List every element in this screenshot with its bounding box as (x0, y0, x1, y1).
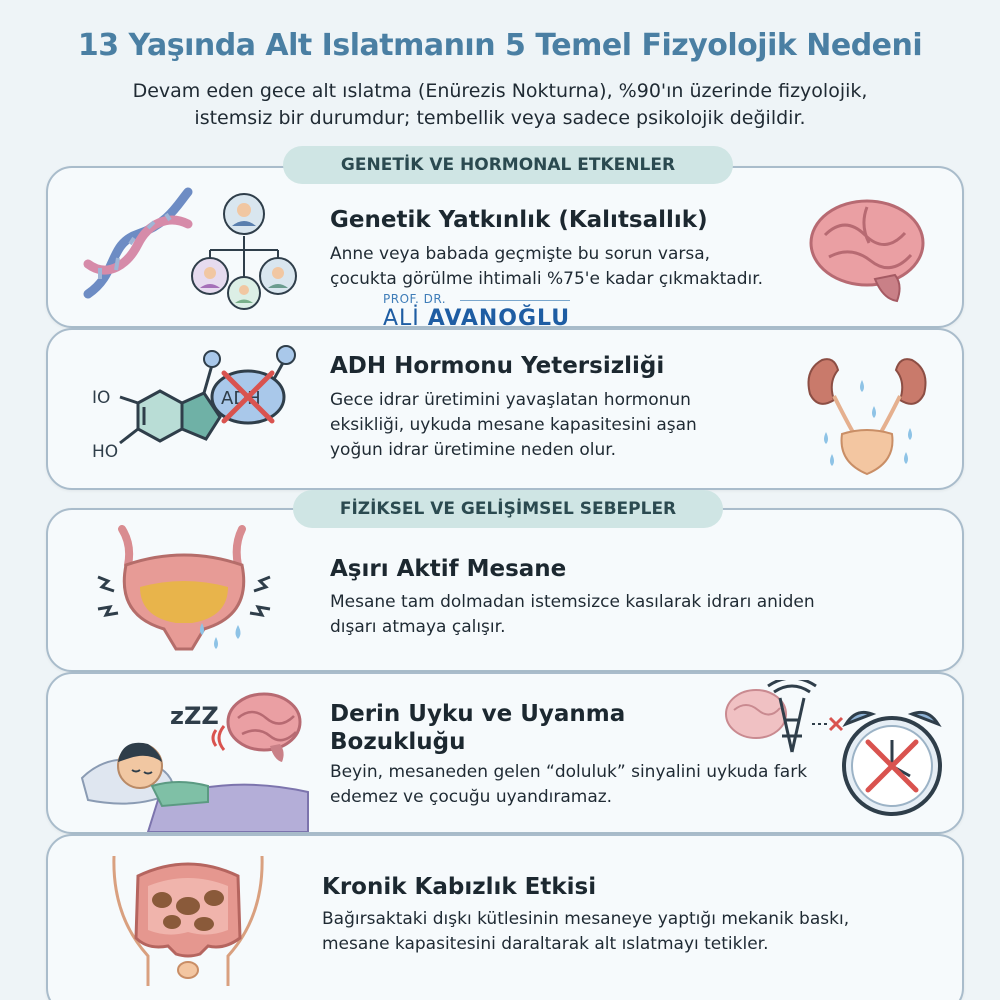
family-tree-icon (188, 190, 300, 315)
card-constipation-line-2: mesane kapasitesini daraltarak alt ıslatmayı tetikler. (322, 934, 769, 954)
brand-divider (460, 300, 570, 301)
card-deep-sleep-title (330, 700, 625, 756)
molecule-label-adh: ADH (221, 388, 261, 409)
card-genetic-text (330, 242, 763, 292)
card-adh-line-1: Gece idrar üretimini yavaşlatan hormonun (330, 390, 691, 410)
card-adh-line-3: yoğun idrar üretimine neden olur. (330, 440, 617, 460)
card-overactive-bladder-line-1: Mesane tam dolmadan istemsizce kasılarak idrarı aniden (330, 592, 815, 612)
brand-first-name: ALİ (383, 306, 420, 331)
page-title: 13 Yaşında Alt Islatmanın 5 Temel Fizyolojik Nedeni (77, 28, 923, 63)
card-deep-sleep-line-2: edemez ve çocuğu uyandıramaz. (330, 787, 613, 807)
card-adh-line-2: eksikliği, uykuda mesane kapasitesini aşan (330, 415, 697, 435)
molecule-icon (88, 345, 303, 475)
section-physical-developmental-label: FİZİKSEL VE GELİŞİMSEL SEBEPLER (293, 490, 723, 528)
brain-icon (805, 195, 935, 307)
alarm-clock-icon (722, 680, 947, 830)
kidneys-bladder-icon (802, 350, 932, 480)
brand-prefix: PROF. DR. (383, 292, 447, 306)
subtitle-line-2: istemsiz bir durumdur; tembellik veya sadece psikolojik değildir. (194, 107, 806, 129)
card-overactive-bladder-title: Aşırı Aktif Mesane (330, 556, 567, 582)
bladder-icon (92, 525, 277, 660)
molecule-label-o: IO (92, 388, 111, 408)
card-genetic-line-2: çocukta görülme ihtimali %75'e kadar çıkmaktadır. (330, 269, 764, 289)
page-subtitle (60, 78, 940, 132)
card-overactive-bladder-line-2: dışarı atmaya çalışır. (330, 617, 506, 637)
card-adh-title: ADH Hormonu Yetersizliği (330, 353, 665, 379)
intestine-icon (108, 846, 268, 986)
card-deep-sleep-title-line-1: Derin Uyku ve Uyanma (330, 701, 626, 727)
card-adh-text (330, 388, 697, 463)
card-deep-sleep-title-line-2: Bozukluğu (330, 729, 466, 755)
card-constipation-text (322, 907, 849, 957)
subtitle-line-1: Devam eden gece alt ıslatma (Enürezis Nokturna), %90'ın üzerinde fizyolojik, (132, 80, 868, 102)
card-overactive-bladder-text (330, 590, 815, 640)
card-deep-sleep-line-1: Beyin, mesaneden gelen “doluluk” sinyalini uykuda fark (330, 762, 808, 782)
molecule-label-h: HO (92, 442, 119, 462)
card-constipation-line-1: Bağırsaktaki dışkı kütlesinin mesaneye yaptığı mekanik baskı, (322, 909, 850, 929)
brand-last-name: AVANOĞLU (427, 306, 571, 331)
dna-icon (78, 184, 198, 304)
zzz-text: zZZ (170, 702, 219, 730)
brain-signal-icon (208, 690, 303, 770)
card-genetic-line-1: Anne veya babada geçmişte bu sorun varsa, (330, 244, 711, 264)
card-constipation-title: Kronik Kabızlık Etkisi (322, 874, 597, 900)
brand-logo (383, 306, 570, 331)
section-genetic-hormonal-label: GENETİK VE HORMONAL ETKENLER (283, 146, 733, 184)
card-genetic-title: Genetik Yatkınlık (Kalıtsallık) (330, 207, 708, 233)
